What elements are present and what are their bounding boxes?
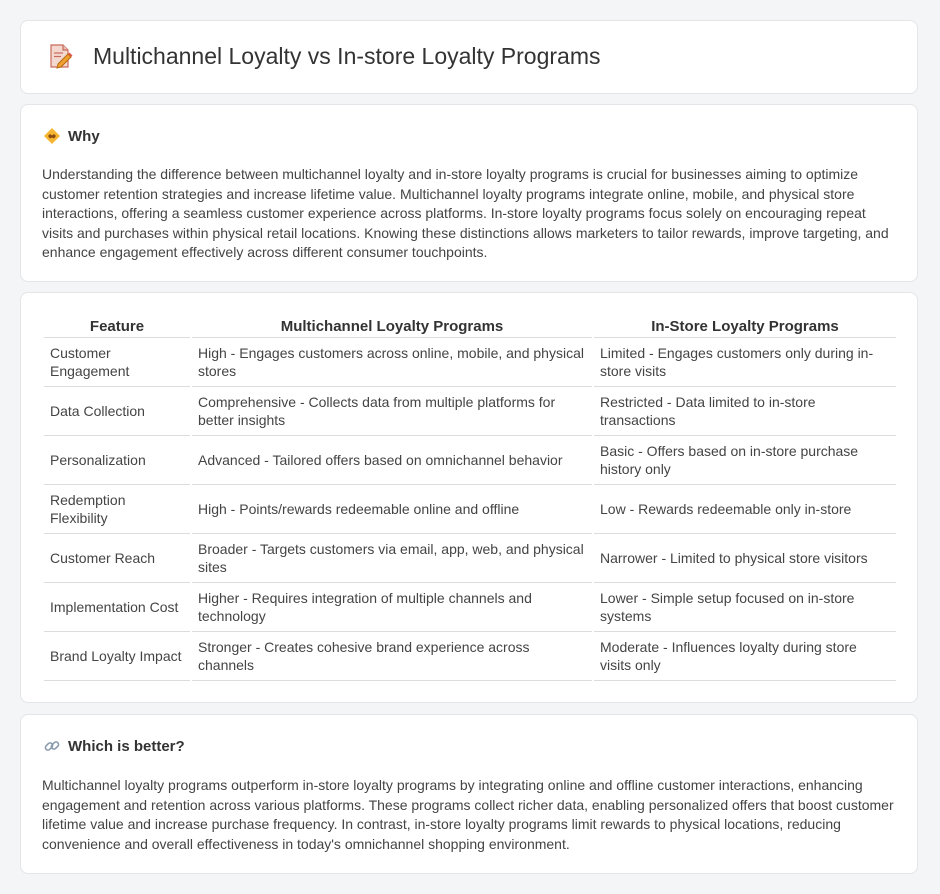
- verdict-text: Multichannel loyalty programs outperform in-store loyalty programs by integrating online and offline customer interactions, enhancing engagement and retention across various platforms. These programs collect richer data, enabling personalized offers that boost customer lifetime value and increase purchase frequency. In contrast, in-store loyalty programs limit rewards to physical locations, reducing convenience and overall effectiveness in today's omnichannel shopping environment.: [42, 777, 894, 852]
- multichannel-cell: Broader - Targets customers via email, app, web, and physical sites: [192, 534, 592, 583]
- multichannel-cell: High - Points/rewards redeemable online and offline: [192, 485, 592, 534]
- feature-cell: Personalization: [44, 436, 190, 485]
- column-header: Feature: [44, 315, 190, 338]
- in-store-cell: Limited - Engages customers only during in-store visits: [594, 338, 896, 387]
- in-store-cell: Lower - Simple setup focused on in-store systems: [594, 583, 896, 632]
- feature-cell: Customer Engagement: [44, 338, 190, 387]
- document-pencil-icon: [47, 42, 73, 70]
- page-title: Multichannel Loyalty vs In-store Loyalty Programs: [93, 42, 601, 69]
- multichannel-cell: Higher - Requires integration of multiple channels and technology: [192, 583, 592, 632]
- table-row: [44, 583, 896, 632]
- feature-cell: Customer Reach: [44, 534, 190, 583]
- comparison-card: [20, 292, 918, 703]
- table-header-row: [44, 315, 896, 338]
- table-row: [44, 436, 896, 485]
- in-store-cell: Moderate - Influences loyalty during store visits only: [594, 632, 896, 681]
- title-row: [47, 42, 601, 70]
- in-store-cell: Narrower - Limited to physical store visitors: [594, 534, 896, 583]
- column-header: Multichannel Loyalty Programs: [192, 315, 592, 338]
- multichannel-cell: Comprehensive - Collects data from multiple platforms for better insights: [192, 387, 592, 436]
- multichannel-cell: Stronger - Creates cohesive brand experience across channels: [192, 632, 592, 681]
- handshake-icon: [43, 127, 61, 145]
- table-row: [44, 387, 896, 436]
- feature-cell: Redemption Flexibility: [44, 485, 190, 534]
- why-section: [20, 104, 918, 282]
- feature-cell: Data Collection: [44, 387, 190, 436]
- feature-cell: Implementation Cost: [44, 583, 190, 632]
- why-text: Understanding the difference between multichannel loyalty and in-store loyalty programs is crucial for businesses aiming to optimize customer retention strategies and increase lifetime value. Multichannel loyalty programs integrate online, mobile, and physical store interactions, offering a seamless customer experience across platforms. In-store loyalty programs focus solely on encouraging repeat visits and purchases within physical retail locations. Knowing these distinctions allows marketers to tailor rewards, improve targeting, and enhance engagement effectively across different consumer touchpoints.: [42, 166, 889, 260]
- in-store-cell: Basic - Offers based on in-store purchase history only: [594, 436, 896, 485]
- in-store-cell: Low - Rewards redeemable only in-store: [594, 485, 896, 534]
- verdict-section: [20, 714, 918, 874]
- table-row: [44, 338, 896, 387]
- table-row: [44, 534, 896, 583]
- table-row: [44, 485, 896, 534]
- column-header: In-Store Loyalty Programs: [594, 315, 896, 338]
- link-icon: [43, 737, 61, 755]
- multichannel-cell: High - Engages customers across online, mobile, and physical stores: [192, 338, 592, 387]
- in-store-cell: Restricted - Data limited to in-store transactions: [594, 387, 896, 436]
- table-row: [44, 632, 896, 681]
- why-title: Why: [68, 127, 100, 145]
- comparison-table: [42, 315, 898, 681]
- multichannel-cell: Advanced - Tailored offers based on omnichannel behavior: [192, 436, 592, 485]
- why-heading: [43, 127, 100, 145]
- verdict-heading: [43, 737, 185, 755]
- header-card: [20, 20, 918, 94]
- verdict-title: Which is better?: [68, 737, 185, 755]
- feature-cell: Brand Loyalty Impact: [44, 632, 190, 681]
